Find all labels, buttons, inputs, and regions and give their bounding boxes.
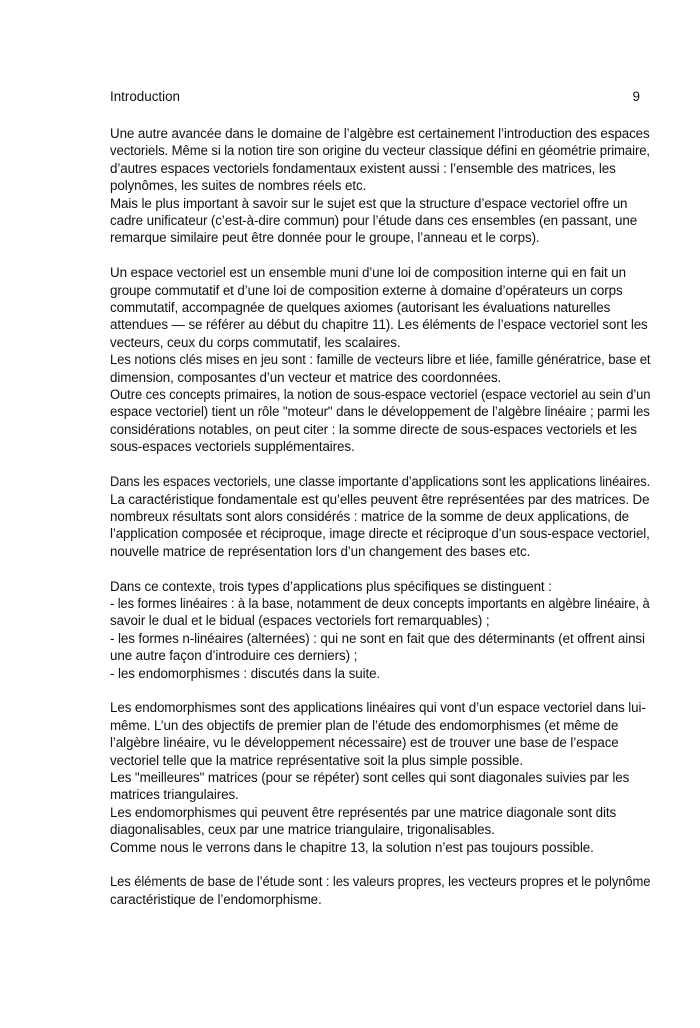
text-line: Les "meilleures" matrices (pour se répéter) sont celles qui sont diagonales suivies par les <box>110 769 630 785</box>
text-line: matrices triangulaires. <box>110 787 239 803</box>
paragraph-3 <box>110 473 650 560</box>
text-line: une autre façon d’introduire ces derniers) ; <box>110 648 358 664</box>
text-line: savoir le dual et le bidual (espaces vectoriels fort remarquables) ; <box>110 613 490 629</box>
text-line: Les notions clés mises en jeu sont : famille de vecteurs libre et liée, famille génératrice, base et <box>110 352 651 368</box>
text-line: cadre unificateur (c’est-à-dire commun) pour l’étude dans ces ensembles (en passant, une <box>110 213 638 229</box>
text-line: - les formes n-linéaires (alternées) : qui ne sont en fait que des déterminants (et offrent ainsi <box>110 630 645 646</box>
text-line: - les formes linéaires : à la base, notamment de deux concepts importants en algèbre linéaire, à <box>110 595 650 611</box>
text-line: Outre ces concepts primaires, la notion de sous-espace vectoriel (espace vectoriel au sein d’un <box>110 387 651 403</box>
text-line: Les éléments de base de l’étude sont : les valeurs propres, les vecteurs propres et le polynôme <box>110 874 651 890</box>
text-line: Comme nous le verrons dans le chapitre 13, la solution n’est pas toujours possible. <box>110 839 594 855</box>
text-line: vecteurs, ceux du corps commutatif, les scalaires. <box>110 334 401 350</box>
text-line: remarque similaire peut être donnée pour le groupe, l’anneau et le corps). <box>110 230 540 246</box>
text-line: nouvelle matrice de représentation lors d’un changement des bases etc. <box>110 543 531 559</box>
text-line: Une autre avancée dans le domaine de l’algèbre est certainement l’introduction des espaces <box>110 126 650 141</box>
running-title: Introduction <box>110 89 180 104</box>
document-page <box>110 88 650 926</box>
text-line: vectoriels. Même si la notion tire son origine du vecteur classique défini en géométrie primaire, <box>110 143 651 159</box>
text-line: Dans ce contexte, trois types d’applications plus spécifiques se distinguent : <box>110 578 552 594</box>
page-number: 9 <box>632 89 640 104</box>
text-line: vectoriel telle que la matrice représentative soit la plus simple possible. <box>110 752 524 768</box>
page-header <box>110 88 650 106</box>
text-line: l’algèbre linéaire, vu le développement nécessaire) est de trouver une base de l’espace <box>110 735 619 751</box>
text-line: Mais le plus important à savoir sur le sujet est que la structure d’espace vectoriel offre un <box>110 195 628 211</box>
text-line: dimension, composantes d’un vecteur et matrice des coordonnées. <box>110 369 502 385</box>
text-line: diagonalisables, ceux par une matrice triangulaire, trigonalisables. <box>110 822 495 838</box>
text-line: d’autres espaces vectoriels fondamentaux existent aussi : l’ensemble des matrices, les <box>110 160 616 176</box>
text-line: sous-espaces vectoriels supplémentaires. <box>110 439 355 455</box>
paragraph-2 <box>110 264 650 455</box>
text-line: attendues — se référer au début du chapitre 11). Les éléments de l’espace vectoriel sont les <box>110 317 648 333</box>
text-line: l’application composée et réciproque, image directe et réciproque d’un sous-espace vectoriel, <box>110 526 650 542</box>
text-line: Les endomorphismes sont des applications linéaires qui vont d’un espace vectoriel dans lui- <box>110 700 646 716</box>
text-line: Un espace vectoriel est un ensemble muni d’une loi de composition interne qui en fait un <box>110 265 626 281</box>
text-line: nombreux résultats sont alors considérés : matrice de la somme de deux applications, de <box>110 508 630 524</box>
text-line: Les endomorphismes qui peuvent être représentés par une matrice diagonale sont dits <box>110 804 617 820</box>
paragraph-6 <box>110 873 650 908</box>
text-line: considérations notables, on peut citer : la somme directe de sous-espaces vectoriels et les <box>110 421 637 437</box>
paragraph-5 <box>110 699 650 856</box>
text-line: polynômes, les suites de nombres réels etc. <box>110 178 367 194</box>
text-line: groupe commutatif et d’une loi de composition externe à domaine d’opérateurs un corps <box>110 282 623 298</box>
paragraph-1 <box>110 125 650 247</box>
text-line: même. L’un des objectifs de premier plan de l’étude des endomorphismes (et même de <box>110 717 619 733</box>
text-line: caractéristique de l’endomorphisme. <box>110 891 322 907</box>
text-line: - les endomorphismes : discutés dans la suite. <box>110 665 381 681</box>
text-line: commutatif, accompagnée de quelques axiomes (autorisant les évaluations naturelles <box>110 300 611 316</box>
text-line: La caractéristique fondamentale est qu’elles peuvent être représentées par des matrices. De <box>110 491 650 507</box>
text-line: espace vectoriel) tient un rôle "moteur" dans le développement de l’algèbre linéaire ; parmi les <box>110 404 650 420</box>
paragraph-4 <box>110 578 650 682</box>
text-line: Dans les espaces vectoriels, une classe importante d’applications sont les applications linéaires. <box>110 474 651 490</box>
